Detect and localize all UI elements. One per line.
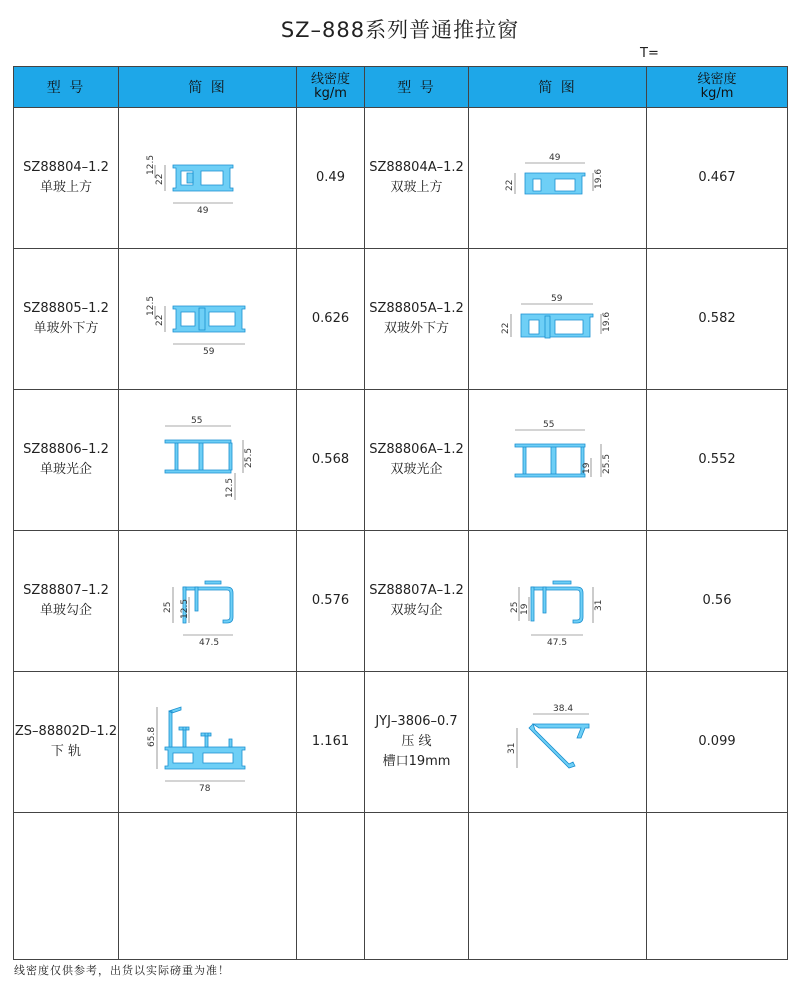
header-density: 线密度 kg/m (647, 67, 788, 108)
model-cell: SZ88805A–1.2 双玻外下方 (365, 249, 469, 390)
profile-diagram (493, 410, 623, 510)
density-value: 0.626 (297, 249, 365, 390)
profile-diagram (143, 551, 273, 651)
density-value: 1.161 (297, 672, 365, 813)
thickness-note: T= (640, 46, 659, 61)
empty-cell (647, 813, 788, 960)
model-cell: SZ88807A–1.2 双玻勾企 (365, 531, 469, 672)
svg-text:22: 22 (154, 173, 165, 185)
diagram-cell (469, 390, 647, 531)
profile-diagram (493, 274, 623, 364)
empty-cell (365, 813, 469, 960)
empty-cell (469, 813, 647, 960)
density-value: 0.56 (647, 531, 788, 672)
table-row (14, 249, 788, 390)
profile-diagram (493, 133, 623, 223)
model-cell: SZ88805–1.2 单玻外下方 (14, 249, 119, 390)
empty-cell (119, 813, 297, 960)
svg-text:25.5: 25.5 (601, 453, 612, 474)
svg-text:25: 25 (509, 601, 520, 613)
table-row (14, 390, 788, 531)
profile-diagram (143, 133, 273, 223)
model-cell: SZ88804–1.2 单玻上方 (14, 108, 119, 249)
diagram-cell (119, 249, 297, 390)
density-value: 0.099 (647, 672, 788, 813)
model-cell: ZS–88802D–1.2 下 轨 (14, 672, 119, 813)
header-model: 型 号 (14, 67, 119, 108)
svg-text:65.8: 65.8 (146, 726, 157, 747)
profile-diagram (143, 410, 273, 510)
density-value: 0.552 (647, 390, 788, 531)
svg-text:31: 31 (506, 742, 517, 754)
svg-text:22: 22 (500, 322, 511, 334)
svg-text:12.5: 12.5 (179, 598, 190, 619)
svg-text:38.4: 38.4 (552, 704, 573, 714)
diagram-cell (469, 249, 647, 390)
diagram-cell (119, 531, 297, 672)
table-row (14, 813, 788, 960)
profile-spec-table (13, 66, 788, 960)
svg-text:22: 22 (154, 314, 165, 326)
profile-diagram (493, 692, 623, 792)
diagram-cell (469, 672, 647, 813)
svg-text:19: 19 (519, 603, 530, 615)
profile-diagram (493, 551, 623, 651)
density-value: 0.568 (297, 390, 365, 531)
header-diagram: 简 图 (119, 67, 297, 108)
model-cell: JYJ–3806–0.7 压 线 槽口19mm (365, 672, 469, 813)
svg-text:47.5: 47.5 (198, 638, 219, 648)
svg-text:25: 25 (162, 601, 173, 613)
diagram-cell (119, 390, 297, 531)
model-cell: SZ88806–1.2 单玻光企 (14, 390, 119, 531)
density-value: 0.582 (647, 249, 788, 390)
svg-text:55: 55 (542, 420, 554, 430)
svg-text:19.6: 19.6 (593, 168, 604, 189)
svg-text:55: 55 (190, 416, 202, 426)
density-value: 0.49 (297, 108, 365, 249)
svg-text:49: 49 (548, 153, 560, 163)
header-model: 型 号 (365, 67, 469, 108)
table-header-row (14, 67, 788, 108)
svg-text:12.5: 12.5 (145, 295, 156, 316)
svg-text:19.6: 19.6 (601, 311, 612, 332)
density-value: 0.467 (647, 108, 788, 249)
table-row (14, 531, 788, 672)
svg-text:59: 59 (202, 347, 214, 357)
page-title: SZ–888系列普通推拉窗 (280, 18, 520, 42)
profile-diagram (143, 274, 273, 364)
svg-text:47.5: 47.5 (546, 638, 567, 648)
header-density: 线密度 kg/m (297, 67, 365, 108)
svg-text:31: 31 (593, 599, 604, 611)
diagram-cell (469, 531, 647, 672)
diagram-cell (119, 672, 297, 813)
empty-cell (297, 813, 365, 960)
diagram-cell (119, 108, 297, 249)
svg-text:49: 49 (196, 206, 208, 216)
svg-text:59: 59 (550, 294, 562, 304)
diagram-cell (469, 108, 647, 249)
density-value: 0.576 (297, 531, 365, 672)
model-cell: SZ88806A–1.2 双玻光企 (365, 390, 469, 531)
svg-text:22: 22 (504, 179, 515, 191)
svg-text:78: 78 (198, 784, 210, 794)
svg-text:25.5: 25.5 (243, 447, 254, 468)
header-diagram: 简 图 (469, 67, 647, 108)
svg-text:12.5: 12.5 (224, 477, 235, 498)
table-row (14, 108, 788, 249)
footer-note: 线密度仅供参考，出货以实际磅重为准！ (14, 964, 230, 977)
empty-cell (14, 813, 119, 960)
model-cell: SZ88804A–1.2 双玻上方 (365, 108, 469, 249)
profile-diagram (143, 687, 273, 797)
table-row (14, 672, 788, 813)
model-cell: SZ88807–1.2 单玻勾企 (14, 531, 119, 672)
svg-text:19: 19 (581, 462, 592, 474)
svg-text:12.5: 12.5 (145, 154, 156, 175)
